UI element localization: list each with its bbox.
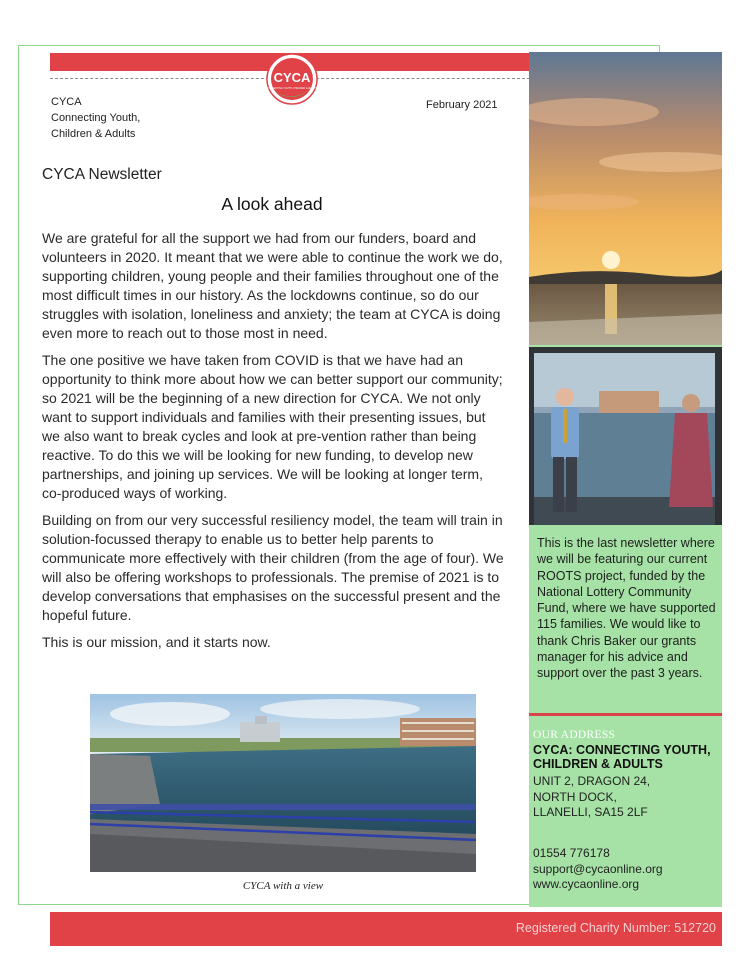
phone-number: 01554 776178 — [533, 846, 610, 860]
logo-text: CYCA — [273, 70, 311, 85]
org-line: Connecting Youth, — [51, 112, 141, 124]
address-line: UNIT 2, DRAGON 24, — [533, 774, 651, 788]
website-link[interactable]: www.cycaonline.org — [533, 877, 640, 891]
sunset-photo — [529, 52, 722, 345]
org-name-block — [51, 94, 140, 142]
lake-photo — [90, 694, 476, 872]
headline: A look ahead — [221, 194, 323, 214]
contact-details — [533, 846, 663, 893]
paragraph: This is our mission, and it starts now. — [42, 634, 271, 650]
sidebar-divider — [529, 713, 722, 716]
newsletter-title: CYCA Newsletter — [42, 166, 162, 183]
address-line: LLANELLI, SA15 2LF — [533, 805, 648, 819]
issue-date: February 2021 — [426, 99, 498, 111]
logo-subtext: CONNECTING YOUTH, CHILDREN & ADULTS — [266, 87, 318, 90]
postal-address — [533, 774, 650, 821]
roots-project-note: This is the last newsletter where we will be featuring our current ROOTS project, funded by the National Lottery Community Fund, where we have supported 115 families. We would like to thank Chris Baker our grants manager for his advice and support over the past 3 years. — [537, 536, 716, 681]
address-line: NORTH DOCK, — [533, 789, 617, 804]
article-body — [42, 229, 504, 660]
paragraph: We are grateful for all the support we had from our funders, board and volunteers in 2020. It meant that we were able to continue the work we do, supporting children, young people and their families throughout one of the most difficult times in our history. As the lockdowns continue, so do our struggles with isolation, loneliness and anxiety; the team at CYCA is doing even more to reach out to those most in need. — [42, 230, 503, 341]
paragraph: The one positive we have taken from COVID is that we have had an opportunity to think more about how we can better support our community; so 2021 will be the beginning of a new direction for CYCA. We not only want to support individuals and families with their presenting issues, but we also want to break cycles and look at pre-vention rather than being reactive. To do this we will be looking for new funding, to develop new partnerships, and joining up services. We will be looking at longer term, co-produced ways of working. — [42, 352, 503, 501]
footer-bar — [50, 912, 722, 946]
address-org-name: CYCA: CONNECTING YOUTH, CHILDREN & ADULTS — [533, 743, 711, 771]
email-address[interactable]: support@cycaonline.org — [533, 861, 663, 876]
paragraph: Building on from our very successful resiliency model, the team will train in solution-focussed therapy to enable us to better help parents to communicate more effectively with their children (from the age of four). We will also be offering workshops to professionals. The premise of 2021 is to develop conversations that emphasises on the successful present and the hopeful future. — [42, 512, 504, 623]
org-line: CYCA — [51, 96, 82, 108]
charity-number: Registered Charity Number: 512720 — [515, 921, 716, 935]
team-photo — [529, 347, 722, 525]
org-line: Children & Adults — [51, 128, 136, 140]
cyca-logo — [266, 53, 318, 105]
photo-caption: CYCA with a view — [242, 880, 324, 892]
address-label: OUR ADDRESS — [533, 729, 616, 741]
